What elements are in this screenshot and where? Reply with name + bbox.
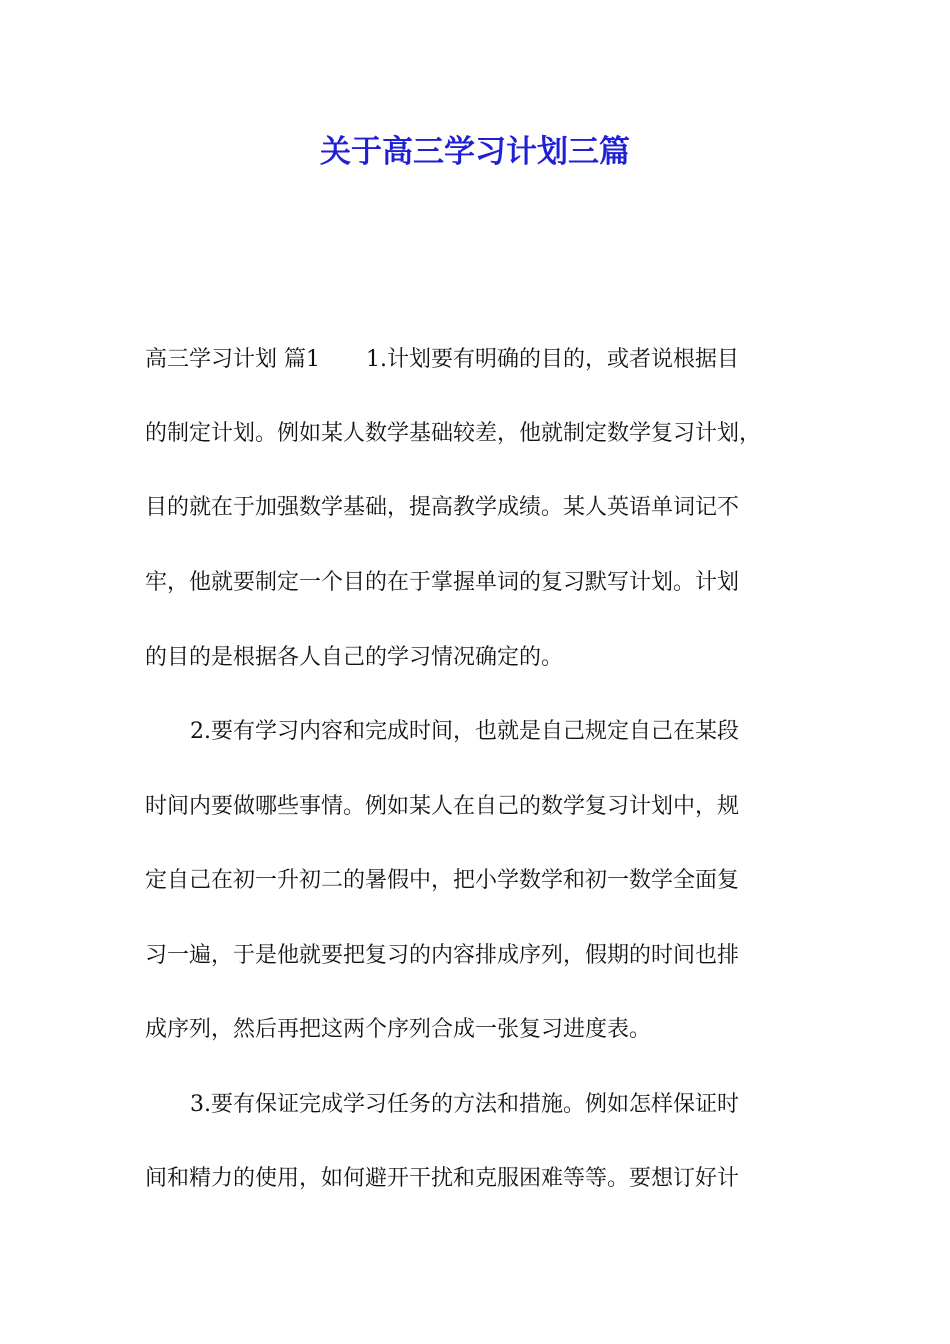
- paragraph-line-4: 牢，他就要制定一个目的在于掌握单词的复习默写计划。计划: [145, 570, 740, 595]
- paragraph-line-8: 定自己在初一升初二的暑假中，把小学数学和初一数学全面复: [145, 868, 740, 893]
- paragraph-line-2: 的制定计划。例如某人数学基础较差，他就制定数学复习计划，: [145, 421, 762, 446]
- paragraph-line-5: 的目的是根据各人自己的学习情况确定的。: [145, 645, 564, 670]
- paragraph-line-9: 习一遍，于是他就要把复习的内容排成序列，假期的时间也排: [145, 943, 740, 968]
- paragraph-line-1: [145, 345, 825, 375]
- paragraph-line-7: 时间内要做哪些事情。例如某人在自己的数学复习计划中，规: [145, 794, 740, 819]
- paragraph-line-3: 目的就在于加强数学基础，提高教学成绩。某人英语单词记不: [145, 495, 740, 520]
- document-title: 关于高三学习计划三篇: [320, 134, 630, 170]
- paragraph-text: 1.计划要有明确的目的，或者说根据目: [366, 347, 739, 372]
- paragraph-line-10: 成序列，然后再把这两个序列合成一张复习进度表。: [145, 1017, 652, 1042]
- section-heading-label: 高三学习计划 篇1: [145, 347, 320, 372]
- paragraph-line-12: 间和精力的使用，如何避开干扰和克服困难等等。要想订好计: [145, 1166, 740, 1191]
- paragraph-line-6: 2.要有学习内容和完成时间，也就是自己规定自己在某段: [190, 719, 739, 744]
- paragraph-line-11: 3.要有保证完成学习任务的方法和措施。例如怎样保证时: [190, 1092, 739, 1117]
